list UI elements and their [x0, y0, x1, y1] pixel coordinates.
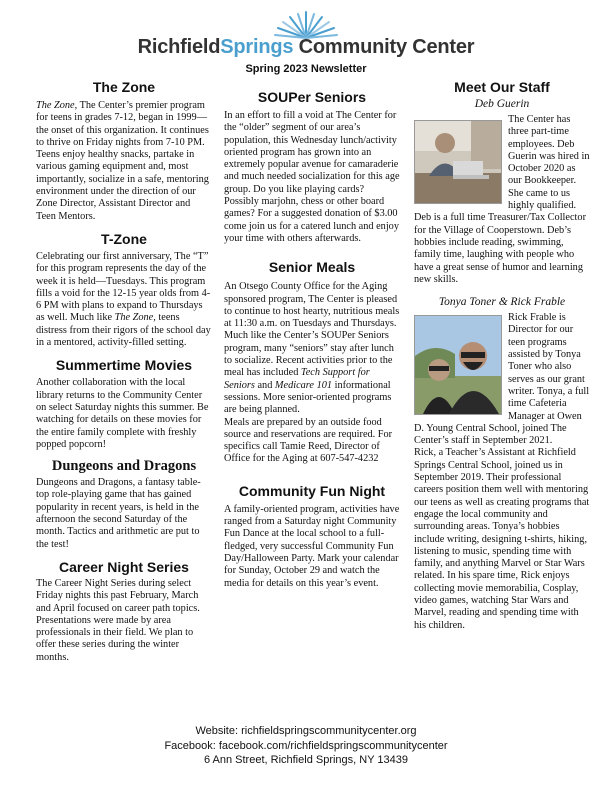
fun-night-heading: Community Fun Night	[238, 482, 386, 499]
senior-meals-text: An Otsego County Office for the Aging sponsored program, The Center is pleased to continue to host hearty, nutritious meals at 11:30 a.m. on Tuesdays and Thursdays. Much like the Center’s SOUPer Seniors program, many “seniors” stay after lunch to socialize. Recent activities prior to the meal has included Tech Support for Seniors and Medicare 101 informational sessions. More senior-oriented programs are being planned.	[224, 281, 400, 416]
right-column	[414, 78, 590, 632]
staff-name-deb: Deb Guerin	[474, 98, 530, 110]
career-text: The Career Night Series during select Friday nights this past February, March and April focused on career path topics. Presentations were made by area professionals in their field. We plan to offer these series during the winter months.	[36, 577, 200, 663]
tonya-rick-bio: Rick Frable is Director for our teen programs assisted by Tonya Toner who also serves as our grant writer. Tonya, a full time Cafeteria Manager at Owen D. Young Central School, joined The Center’s staff in September 2021.	[414, 312, 590, 447]
zone-text: The Zone, The Center’s premier program for teens in grades 7-12, began in 1999—the onset of this organization. It continues to thrive on Friday nights from 7-10 PM. Teens enjoy healthy snacks, partake in various gaming equipment and, most importantly, socialize in a safe, mentoring environment under the direction of our Zone Director, Assistant Director and Teen Mentors.	[36, 100, 209, 222]
street-address: 6 Ann Street, Richfield Springs, NY 13439	[203, 754, 409, 766]
contact-footer	[0, 724, 612, 768]
left-column	[36, 78, 212, 664]
souper-text: In an effort to fill a void at The Center for the “older” segment of our area’s population, this Wednesday lunch/activity oriented program has grown into an extremely popular avenue for camaraderie and much needed socialization for this age group. Do you like playing cards? Possibly marjohn, chess or other board games? For a suggested donation of $3.00 come join us for a catered lunch and enjoy your time with others afterwards.	[224, 110, 400, 244]
fun-night-text: A family-oriented program, activities have ranged from a Saturday night Community Fun Dance at the local school to a full-fledged, very successful Community Fun Day/Halloween Party. Mark your calendar for Sunday, October 29 and watch the media for details on this year’s event.	[224, 503, 400, 589]
brand-title: RichfieldSprings Community Center	[137, 36, 475, 58]
tonya-rick-photo	[414, 315, 502, 415]
deb-guerin-bio: The Center has three part-time employees. Deb Guerin was hired in October 2020 as our Bookkeeper. She came to us highly qualified. Deb is a full time Treasurer/Tax Collector for the Village of Cooperstown. Deb’s hobbies include reading, swimming, family time, laughing with people who have a great sense of humor and learning new skills.	[414, 114, 590, 285]
newsletter-edition: Spring 2023 Newsletter	[245, 63, 367, 75]
deb-guerin-photo	[414, 120, 502, 204]
tzone-heading: T-Zone	[101, 230, 147, 247]
facebook-link[interactable]: Facebook: facebook.com/richfieldspringscommunitycenter	[164, 739, 448, 752]
meet-staff-heading: Meet Our Staff	[454, 79, 550, 95]
tzone-text: Celebrating our first anniversary, The “T” for this program represents the day of the week it is held—Tuesdays. This program fills a void for the 12-15 year olds from 4-6 PM with plans to expand to Thursdays as well. Much like The Zone, teens distress from their rigors of the school day in a mentored, activity-filled setting.	[36, 250, 211, 349]
dnd-heading: Dungeons and Dragons	[51, 458, 197, 475]
souper-heading: SOUPer Seniors	[257, 89, 367, 105]
rick-bio: Rick, a Teacher’s Assistant at Richfield Springs Central School, joined us in September 2019. Their professional careers position them well with mentoring our teens as well as creating programs that engage the local community and surrounding areas. Tonya’s hobbies include writing, designing t-shirts, hiking, listening to music, spending time with family, and anything Marvel or Star Wars related. In his spare time, Rick enjoys collecting movie memorabilia, Cosplay, video games, watching Star Wars and Marvel, reading and spending time with his children.	[414, 447, 590, 631]
senior-meals-reservation-text: Meals are prepared by an outside food source and reservations are required. For specifics call Tamie Reed, Director of Office for the Aging at 607-547-4232	[224, 416, 393, 465]
zone-heading: The Zone	[92, 79, 156, 95]
dnd-text: Dungeons and Dragons, a fantasy table-top role-playing game that has gained popularity in recent years, is held in the afternoon the second Saturday of the month. Tactics and arithmetic are put to the test!	[36, 477, 201, 550]
middle-column	[224, 88, 400, 590]
website-link[interactable]: Website: richfieldspringscommunitycenter.org	[195, 725, 417, 737]
movies-text: Another collaboration with the local library returns to the Community Center on select Saturday nights this summer. Be watching for details on these movies for the entire family complete with freshly popped popcorn!	[36, 377, 209, 450]
career-heading: Career Night Series	[59, 558, 189, 575]
movies-heading: Summertime Movies	[55, 357, 193, 374]
staff-name-tonya-rick: Tonya Toner & Rick Frable	[438, 296, 566, 309]
senior-meals-heading: Senior Meals	[268, 259, 356, 276]
